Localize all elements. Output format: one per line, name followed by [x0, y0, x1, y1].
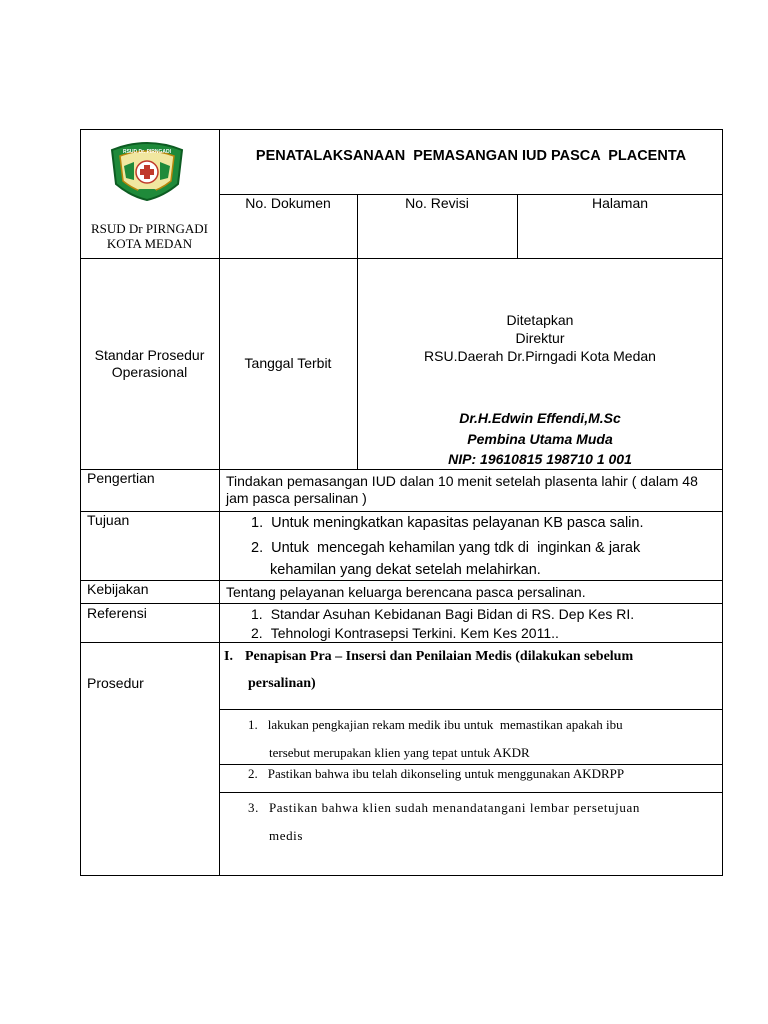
step-1-number: 1. [248, 717, 258, 732]
halaman-label: Halaman [591, 195, 649, 211]
step-2-number: 2. [248, 766, 258, 781]
no-revisi-label: No. Revisi [405, 195, 469, 211]
prosedur-heading [224, 643, 720, 697]
pengertian-line1: Tindakan pemasangan IUD dalan 10 menit setelah plasenta lahir ( dalam 48 [226, 473, 698, 489]
hospital-name-line2: KOTA MEDAN [106, 236, 193, 251]
sop-label-line1: Standar Prosedur [94, 347, 205, 363]
referensi-item-2-number: 2. [251, 625, 263, 641]
direktur-line: Direktur [515, 330, 565, 346]
pengertian-text [226, 473, 698, 507]
kebijakan-label: Kebijakan [87, 581, 149, 597]
logo-text: RSUD Dr. PIRNGADI [122, 149, 172, 155]
step-3-line2: medis [269, 828, 304, 843]
document-title: PENATALAKSANAAN PEMASANGAN IUD PASCA PLACENTA [255, 148, 687, 164]
ditetapkan-block [357, 311, 723, 365]
hospital-name-line1: RSUD Dr PIRNGADI [90, 221, 208, 236]
tujuan-item-2-text: Untuk mencegah kehamilan yang tdk di inginkan & jarak [271, 540, 641, 556]
sop-label-line2: Operasional [111, 364, 188, 380]
referensi-item-1 [251, 605, 634, 624]
row-divider [219, 792, 723, 793]
kebijakan-text: Tentang pelayanan keluarga berencana pasca persalinan. [226, 584, 586, 600]
referensi-item-1-number: 1. [251, 606, 263, 622]
hospital-name [80, 221, 219, 251]
row-divider [80, 258, 723, 259]
referensi-item-2-text: Tehnologi Kontrasepsi Terkini. Kem Kes 2011.. [270, 625, 559, 641]
prosedur-step-3 [248, 794, 716, 850]
ditetapkan-line: Ditetapkan [506, 312, 574, 328]
step-1-line2: tersebut merupakan klien yang tepat untuk AKDR [269, 745, 530, 760]
prosedur-label: Prosedur [87, 675, 144, 691]
tujuan-item-1-number: 1. [251, 515, 264, 531]
prosedur-step-1 [248, 711, 716, 767]
director-nip: NIP: 19610815 198710 1 001 [448, 451, 632, 467]
row-divider [80, 603, 723, 604]
step-2-text: Pastikan bahwa ibu telah dikonseling untuk menggunakan AKDRPP [267, 766, 625, 781]
pengertian-label: Pengertian [87, 470, 155, 486]
row-divider [219, 709, 723, 710]
tanggal-terbit-label: Tanggal Terbit [244, 355, 332, 371]
director-rank: Pembina Utama Muda [467, 430, 613, 447]
step-3-line1: Pastikan bahwa klien sudah menandatangani lembar persetujuan [268, 800, 640, 815]
referensi-label: Referensi [87, 605, 147, 621]
tujuan-item-1-text: Untuk meningkatkan kapasitas pelayanan KB pasca salin. [271, 515, 644, 531]
row-divider [80, 511, 723, 512]
tujuan-item-2-continuation: kehamilan yang dekat setelah melahirkan. [270, 562, 541, 578]
signatory-block [357, 408, 723, 470]
director-name: Dr.H.Edwin Effendi,M.Sc [459, 410, 621, 426]
col-divider [219, 129, 220, 876]
institution-line: RSU.Daerah Dr.Pirngadi Kota Medan [424, 348, 656, 364]
prosedur-heading-number: I. [224, 649, 233, 664]
prosedur-heading-line1: Penapisan Pra – Insersi dan Penilaian Medis (dilakukan sebelum [244, 649, 634, 664]
tujuan-item-2 [251, 537, 640, 581]
tujuan-item-1 [251, 515, 644, 531]
no-dokumen-label: No. Dokumen [245, 195, 331, 211]
prosedur-heading-line2: persalinan) [248, 676, 316, 691]
hospital-logo [106, 140, 188, 202]
tujuan-item-2-number: 2. [251, 540, 264, 556]
prosedur-step-2 [248, 766, 716, 782]
referensi-item-1-text: Standar Asuhan Kebidanan Bagi Bidan di RS. Dep Kes RI. [270, 606, 635, 622]
tujuan-label: Tujuan [87, 512, 130, 528]
sop-label [80, 347, 219, 381]
step-1-line1: lakukan pengkajian rekam medik ibu untuk memastikan apakah ibu [267, 717, 623, 732]
step-3-number: 3. [248, 800, 259, 815]
pengertian-line2: jam pasca persalinan ) [226, 490, 367, 506]
referensi-item-2 [251, 624, 634, 643]
referensi-list [251, 605, 634, 643]
